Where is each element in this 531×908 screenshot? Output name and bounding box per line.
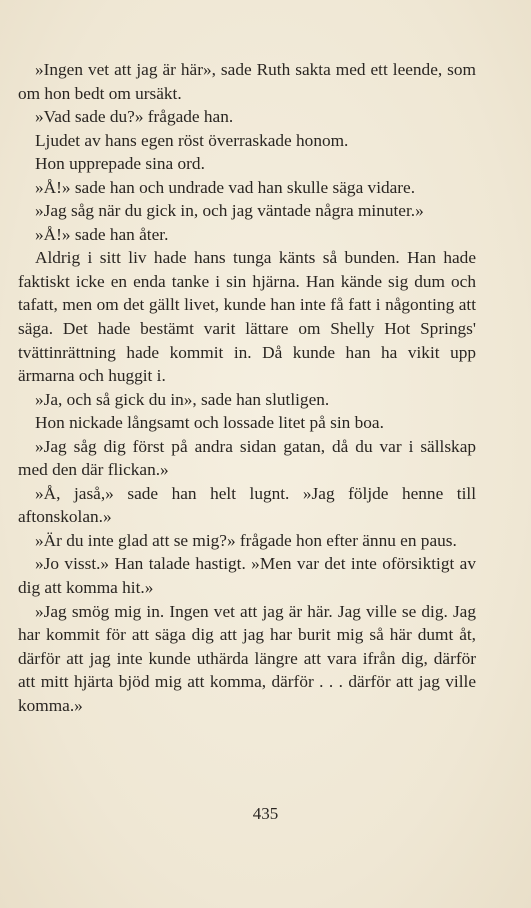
paragraph: »Jag smög mig in. Ingen vet att jag är här. Jag ville se dig. Jag har kommit för att säga dig att jag har burit mig så här dumt åt, därför att jag inte kunde uthärda längre att vara ifrån dig, därför att mitt hjärta bjöd mig att komma, därför . . . därför att jag ville komma.» <box>18 601 476 715</box>
paragraph: »Vad sade du?» frågade han. <box>35 107 234 127</box>
paragraph: »Ingen vet att jag är här», sade Ruth sakta med ett leende, som om hon bedt om ursäkt. <box>18 60 476 103</box>
paragraph: »Å!» sade han åter. <box>35 224 169 244</box>
paragraph: »Å!» sade han och undrade vad han skulle säga vidare. <box>35 177 416 197</box>
body-text <box>18 58 476 717</box>
page-number: 435 <box>252 804 279 823</box>
paragraph: »Å, jaså,» sade han helt lugnt. »Jag följde henne till aftonskolan.» <box>18 483 476 527</box>
paragraph: »Är du inte glad att se mig?» frågade hon efter ännu en paus. <box>35 530 457 550</box>
paragraph: Hon upprepade sina ord. <box>35 154 205 174</box>
paragraph: Ljudet av hans egen röst överraskade honom. <box>35 130 349 150</box>
paragraph: »Jag såg dig först på andra sidan gatan, då du var i sällskap med den där flickan.» <box>18 436 476 480</box>
paragraph: »Jo visst.» Han talade hastigt. »Men var det inte oförsiktigt av dig att komma hit.» <box>18 554 476 598</box>
paragraph: Aldrig i sitt liv hade hans tunga känts så bunden. Han hade faktiskt icke en enda tanke i sin hjärna. Han kände sig dum och tafatt, men om det gällt livet, kunde han inte få fatt i någonting att säga. Det hade bestämt varit lättare om Shelly Hot Springs' tvättinrättning hade kommit in. Då kunde han ha vikit upp ärmarna och huggit i. <box>18 248 476 386</box>
paragraph: »Ja, och så gick du in», sade han slutligen. <box>35 389 330 409</box>
paragraph: Hon nickade långsamt och lossade litet på sin boa. <box>35 413 384 433</box>
paragraph: »Jag såg när du gick in, och jag väntade några minuter.» <box>35 201 424 221</box>
